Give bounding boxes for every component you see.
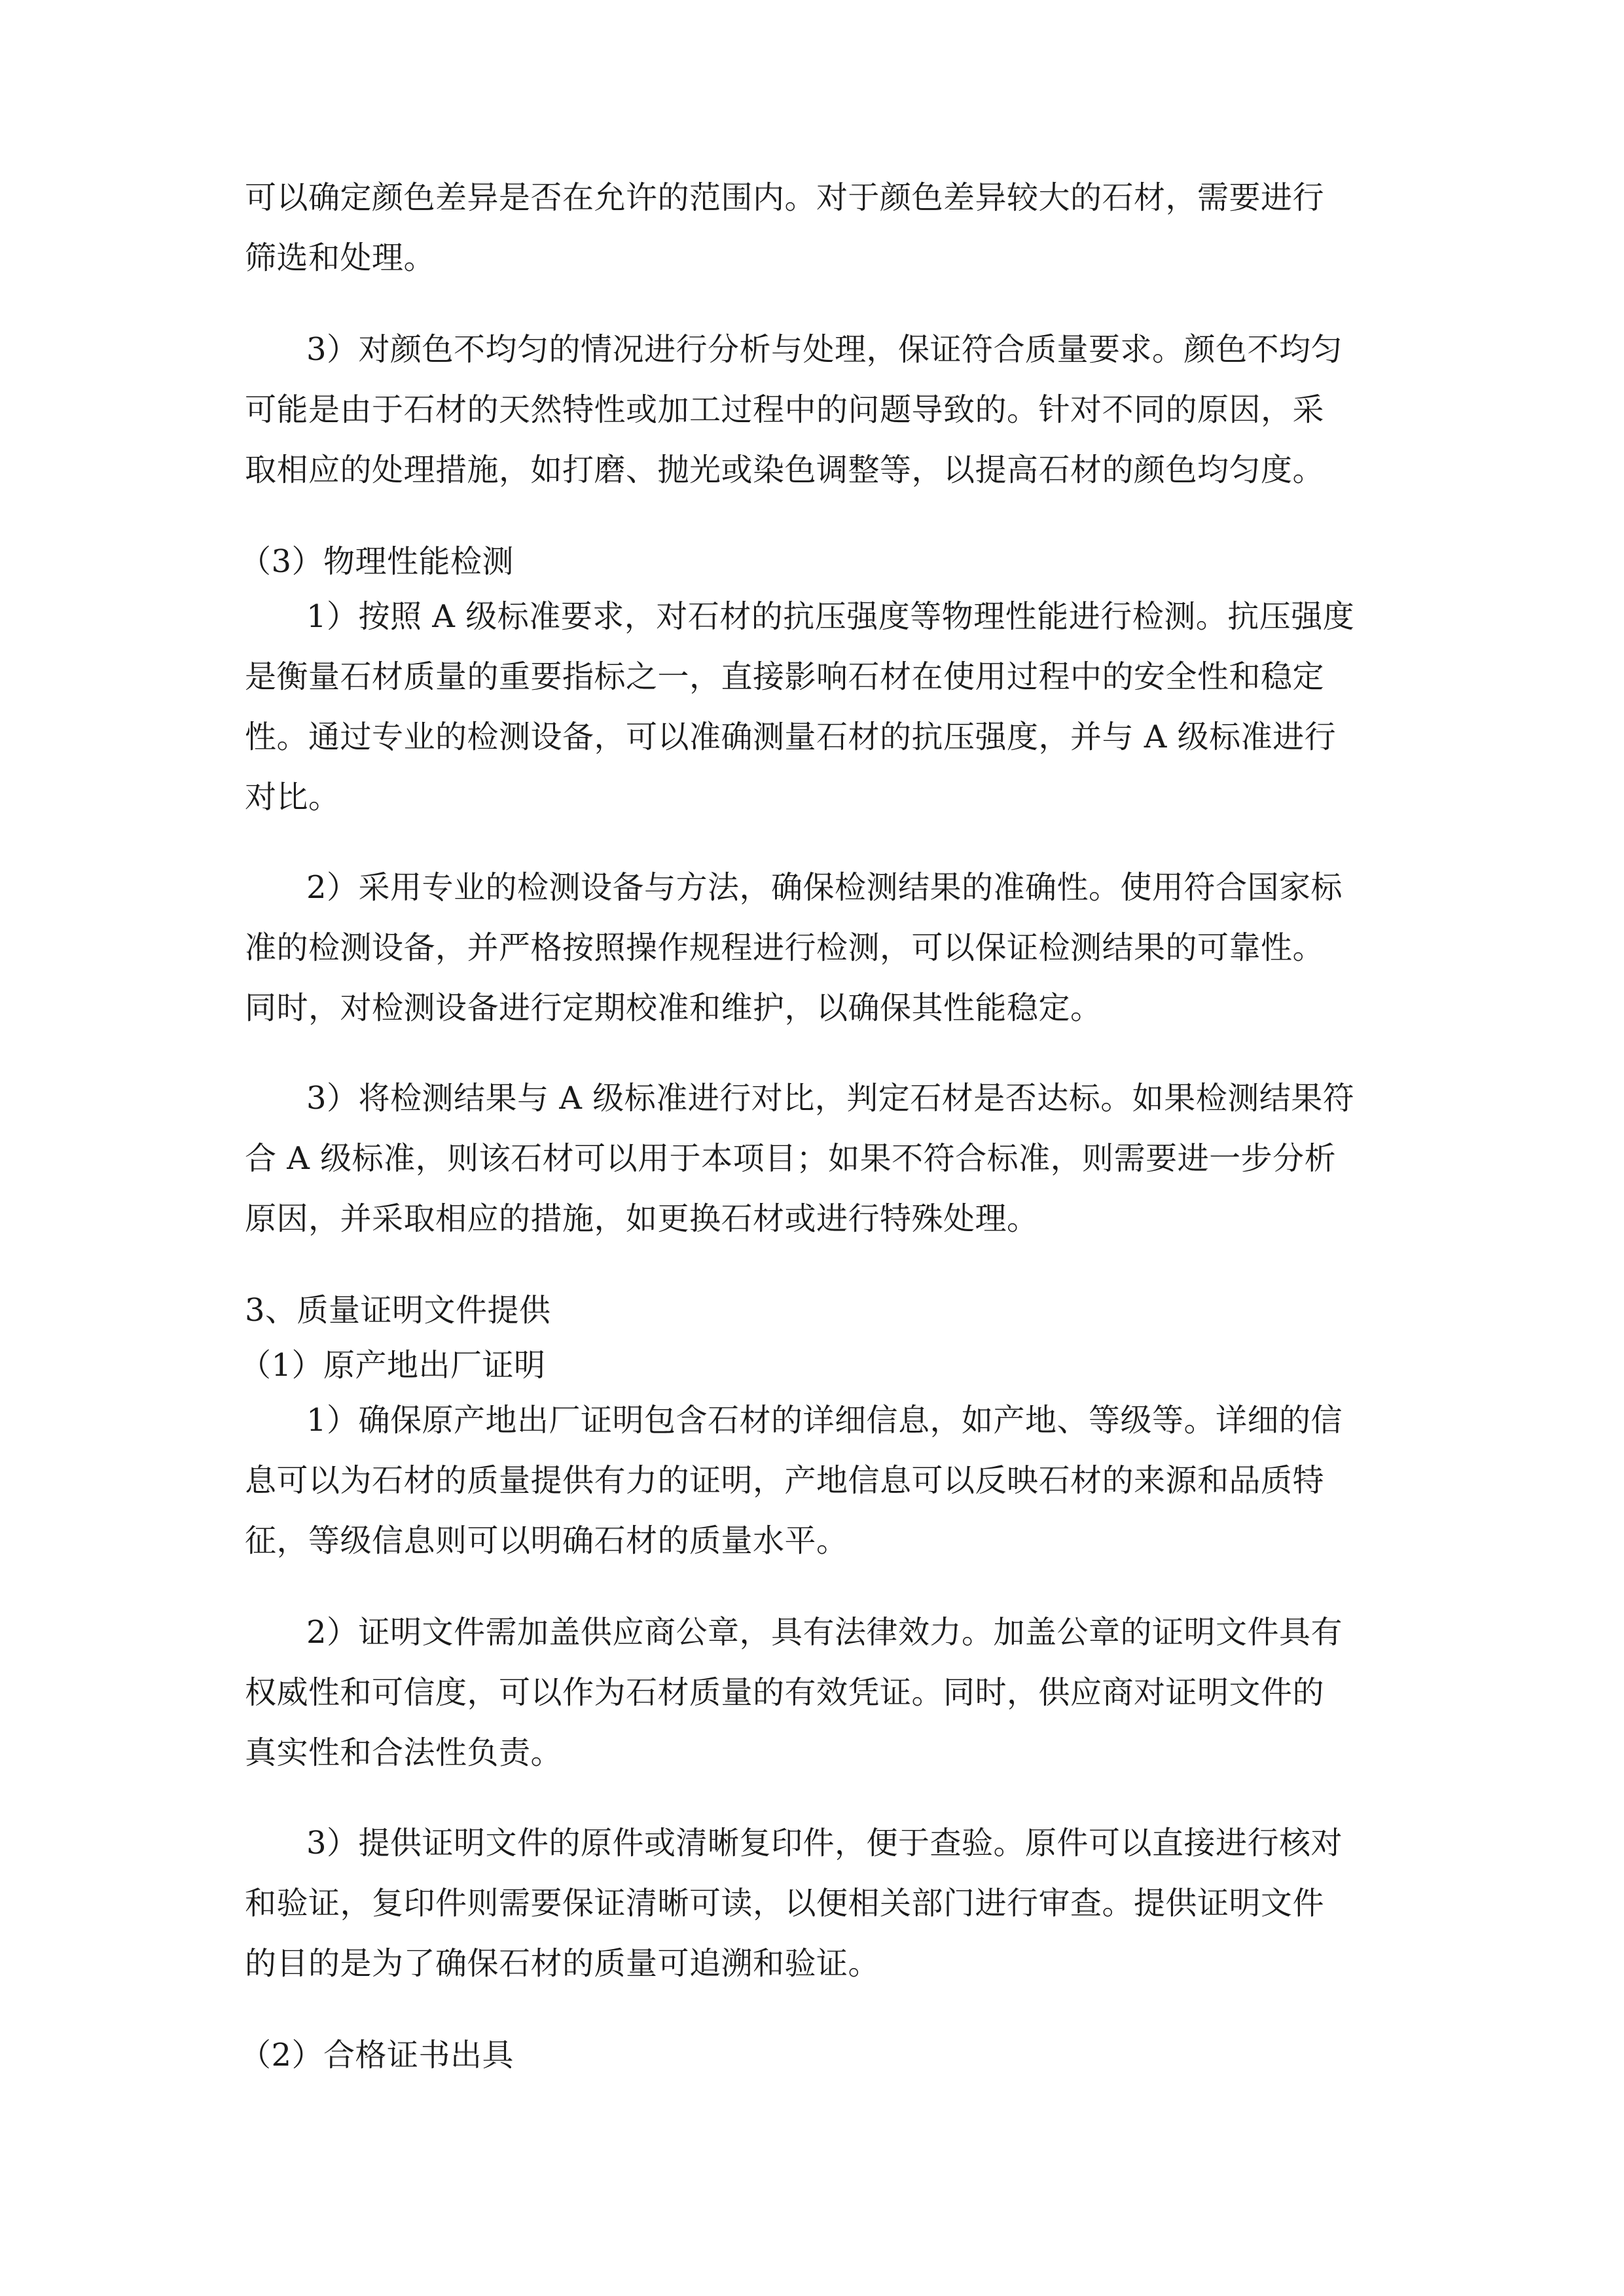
paragraph-line: 同时，对检测设备进行定期校准和维护，以确保其性能稳定。 [245, 990, 1102, 1026]
paragraph-line: 和验证，复印件则需要保证清晰可读，以便相关部门进行审查。提供证明文件 [245, 1885, 1325, 1922]
paragraph-line: 合 A 级标准，则该石材可以用于本项目；如果不符合标准，则需要进一步分析 [245, 1140, 1337, 1177]
paragraph-line: 1）按照 A 级标准要求，对石材的抗压强度等物理性能进行检测。抗压强度 [306, 598, 1355, 635]
paragraph-line: 息可以为石材的质量提供有力的证明，产地信息可以反映石材的来源和品质特 [245, 1462, 1325, 1499]
paragraph-line: 权威性和可信度，可以作为石材质量的有效凭证。同时，供应商对证明文件的 [245, 1674, 1325, 1711]
section-heading-quality-documents: 3、质量证明文件提供 [245, 1292, 551, 1329]
paragraph-line: 原因，并采取相应的措施，如更换石材或进行特殊处理。 [245, 1200, 1039, 1237]
paragraph-line: 准的检测设备，并严格按照操作规程进行检测，可以保证检测结果的可靠性。 [245, 929, 1325, 966]
paragraph-line: 的目的是为了确保石材的质量可追溯和验证。 [245, 1945, 880, 1982]
paragraph-line: 可以确定颜色差异是否在允许的范围内。对于颜色差异较大的石材，需要进行 [245, 179, 1325, 216]
paragraph-line: 筛选和处理。 [245, 240, 436, 276]
paragraph-line: 3）将检测结果与 A 级标准进行对比，判定石材是否达标。如果检测结果符 [306, 1080, 1355, 1117]
paragraph-line: 征，等级信息则可以明确石材的质量水平。 [245, 1522, 848, 1559]
paragraph-line: 性。通过专业的检测设备，可以准确测量石材的抗压强度，并与 A 级标准进行 [245, 719, 1337, 755]
paragraph-line: 是衡量石材质量的重要指标之一，直接影响石材在使用过程中的安全性和稳定 [245, 658, 1325, 695]
subheading-origin-certificate: （1）原产地出厂证明 [240, 1347, 546, 1384]
paragraph-line: 取相应的处理措施，如打磨、抛光或染色调整等，以提高石材的颜色均匀度。 [245, 452, 1325, 488]
paragraph-line: 3）对颜色不均匀的情况进行分析与处理，保证符合质量要求。颜色不均匀 [306, 331, 1343, 368]
paragraph-line: 对比。 [245, 779, 340, 816]
subheading-physical-testing: （3）物理性能检测 [240, 543, 514, 580]
paragraph-line: 1）确保原产地出厂证明包含石材的详细信息，如产地、等级等。详细的信 [306, 1402, 1343, 1439]
paragraph-line: 2）采用专业的检测设备与方法，确保检测结果的准确性。使用符合国家标 [306, 869, 1343, 906]
paragraph-line: 2）证明文件需加盖供应商公章，具有法律效力。加盖公章的证明文件具有 [306, 1614, 1343, 1651]
subheading-qualification-certificate: （2）合格证书出具 [240, 2037, 514, 2073]
paragraph-line: 3）提供证明文件的原件或清晰复印件，便于查验。原件可以直接进行核对 [306, 1825, 1343, 1861]
paragraph-line: 真实性和合法性负责。 [245, 1734, 563, 1771]
paragraph-line: 可能是由于石材的天然特性或加工过程中的问题导致的。针对不同的原因，采 [245, 391, 1325, 428]
